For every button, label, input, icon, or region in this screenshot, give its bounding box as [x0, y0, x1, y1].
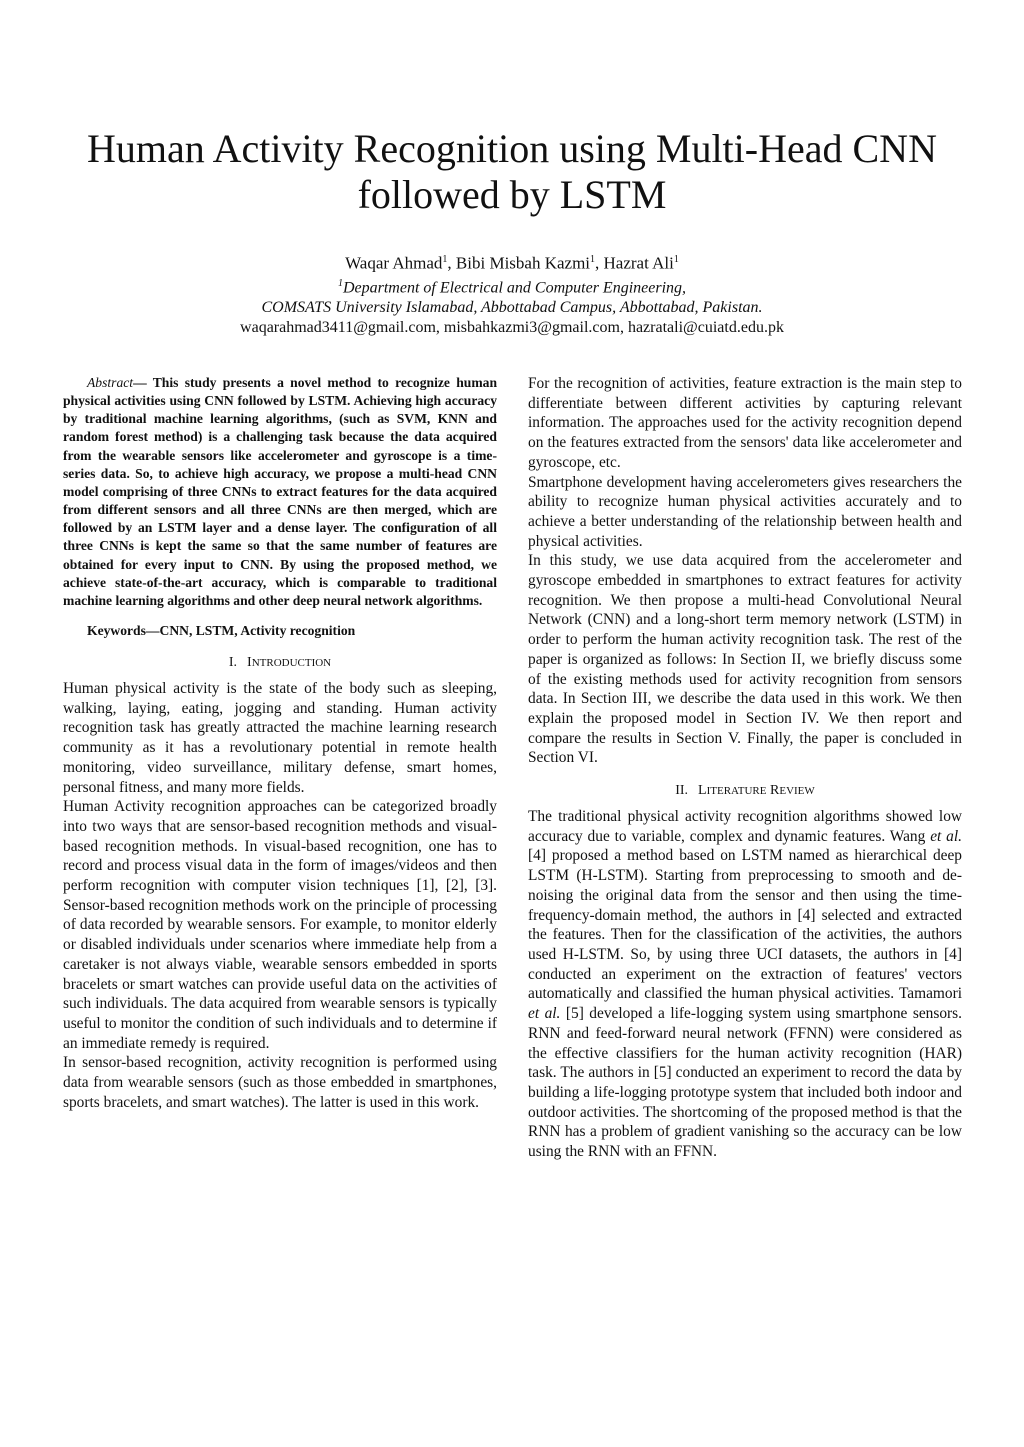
author-name: Bibi Misbah Kazmi — [455, 253, 591, 273]
abstract-dash: — — [133, 375, 147, 390]
author-emails: waqarahmad3411@gmail.com, misbahkazmi3@gmail.com, hazratali@cuiatd.edu.pk — [240, 318, 784, 336]
section-number: I. — [228, 655, 238, 671]
keywords: Keywords—CNN, LSTM, Activity recognition — [87, 623, 356, 639]
author-sup: 1 — [673, 254, 679, 265]
author-names: Waqar Ahmad$^1$, Bibi Misbah Kazmi$^1$, Hazrat Ali$^1$ — [345, 253, 679, 273]
section-heading-literature-review: II. LITERATURE REVIEW — [675, 783, 815, 799]
section-heading-introduction: I. INTRODUCTION — [228, 655, 332, 671]
affiliation-line-2: COMSATS University Islamabad, Abbottabad Campus, Abbottabad, Pakistan. — [261, 298, 763, 316]
affiliation-line-1: $^1$Department of Electrical and Computer Engineering, — [337, 277, 687, 296]
intro-paragraph-4: For the recognition of activities, feature extraction is the main step to differentiate between different activities by capturing relevant information. The approaches used for the activity recognition depend on the features extracted from the sensors' data like accelerometer and gyroscope, etc. — [528, 375, 962, 471]
right-column — [528, 374, 962, 1162]
author-sup: 1 — [442, 254, 448, 265]
title-line-1: Human Activity Recognition using Multi-Head CNN — [87, 126, 937, 171]
author-name: Waqar Ahmad — [345, 253, 443, 273]
title-line-2: followed by LSTM — [357, 172, 667, 217]
author-name: Hazrat Ali — [603, 253, 674, 273]
intro-paragraph-6: In this study, we use data acquired from the accelerometer and gyroscope embedded in smartphones to extract features for activity recognition. We then propose a multi-head Convolutional Neural Network (CNN) and a long-short term memory network (LSTM) in order to perform the human activity recognition task. The rest of the paper is organized as follows: In Section II, we briefly discuss some of the existing methods used for activity recognition from sensors data. In Section III, we describe the data used in this work. We then explain the proposed model in Section IV. We then report and compare the results in Section V. Finally, the paper is concluded in Section VI. — [528, 552, 962, 767]
affiliation-sup: 1 — [337, 277, 343, 289]
abstract — [63, 374, 497, 610]
intro-paragraph-1: Human physical activity is the state of the body such as sleeping, walking, laying, eating, jogging and standing. Human activity recognition task has greatly attracted the machine learning research community as it has a revolutionary potential in remote health monitoring, video surveillance, military defense, smart homes, personal fitness, and many more fields. — [63, 680, 497, 796]
author-block — [40, 250, 984, 338]
section-number: II. — [675, 783, 689, 799]
abstract-label: Abstract — [87, 375, 134, 390]
abstract-text: This study presents a novel method to recognize human physical activities using CNN followed by LSTM. Achieving high accuracy by traditional machine learning algorithms, (such as SVM, KNN and random forest method) is a challenging task because the data acquired from the wearable sensors like accelerometer and gyroscope is a time-series data. So, to achieve high accuracy, we propose a multi-head CNN model comprising of three CNNs to extract features for the data acquired from different sensors and all three CNNs are then merged, which are followed by an LSTM layer and a dense layer. The configuration of all three CNNs is kept the same so that the same number of features are obtained for every input to CNN. By using the proposed method, we achieve state-of-the-art accuracy, which is comparable to traditional machine learning algorithms and other deep neural network algorithms. — [63, 375, 497, 608]
paper-title — [40, 126, 984, 218]
literature-paragraph-1: The traditional physical activity recognition algorithms showed low accuracy due to variable, complex and dynamic features. Wang et al. [4] proposed a method based on LSTM named as hierarchical deep LSTM (H-LSTM). Starting from preprocessing to smooth and de-noising the original data from the sensor and then using the time-frequency-domain method, the authors in [4] selected and extracted the features. Then for the classification of the activities, the authors used H-LSTM. So, by using three UCI datasets, the authors in [4] conducted an experiment on the extraction of features' vectors automatically and classified the human physical activities. Tamamori et al. [5] developed a life-logging system using smartphone sensors. RNN and feed-forward neural network (FFNN) were considered as the effective classifiers for the human activity recognition (HAR) task. The authors in [5] conducted an experiment to record the data by building a life-logging prototype system that included both indoor and outdoor activities. The shortcoming of the proposed method is that the RNN has a problem of gradient vanishing so the accuracy can be low using the RNN with an FFNN. — [528, 808, 962, 1161]
intro-paragraph-2: Human Activity recognition approaches can be categorized broadly into two ways that are sensor-based recognition methods and visual-based recognition methods. In visual-based recognition, one has to record and process visual data in the form of images/videos and then perform recognition with computer vision techniques [1], [2], [3]. Sensor-based recognition methods work on the principle of processing of data recorded by wearable sensors. For example, to monitor elderly or disabled individuals under scenarios where immediate help from a caretaker is not always viable, wearable sensors embedded in sports bracelets or smart watches can provide useful data on the activities of such individuals. The data acquired from wearable sensors is typically useful to monitor the condition of such individuals and to determine if an immediate remedy is required. — [63, 798, 497, 1052]
left-column — [63, 374, 497, 1113]
intro-paragraph-3: In sensor-based recognition, activity recognition is performed using data from wearable sensors (such as those embedded in smartphones, sports bracelets, and smart watches). The latter is used in this work. — [63, 1054, 497, 1111]
author-sup: 1 — [590, 254, 596, 265]
intro-paragraph-5: Smartphone development having accelerometers gives researchers the ability to recognize human physical activities accurately and to achieve a better understanding of the relationship between health and physical activities. — [528, 473, 962, 550]
